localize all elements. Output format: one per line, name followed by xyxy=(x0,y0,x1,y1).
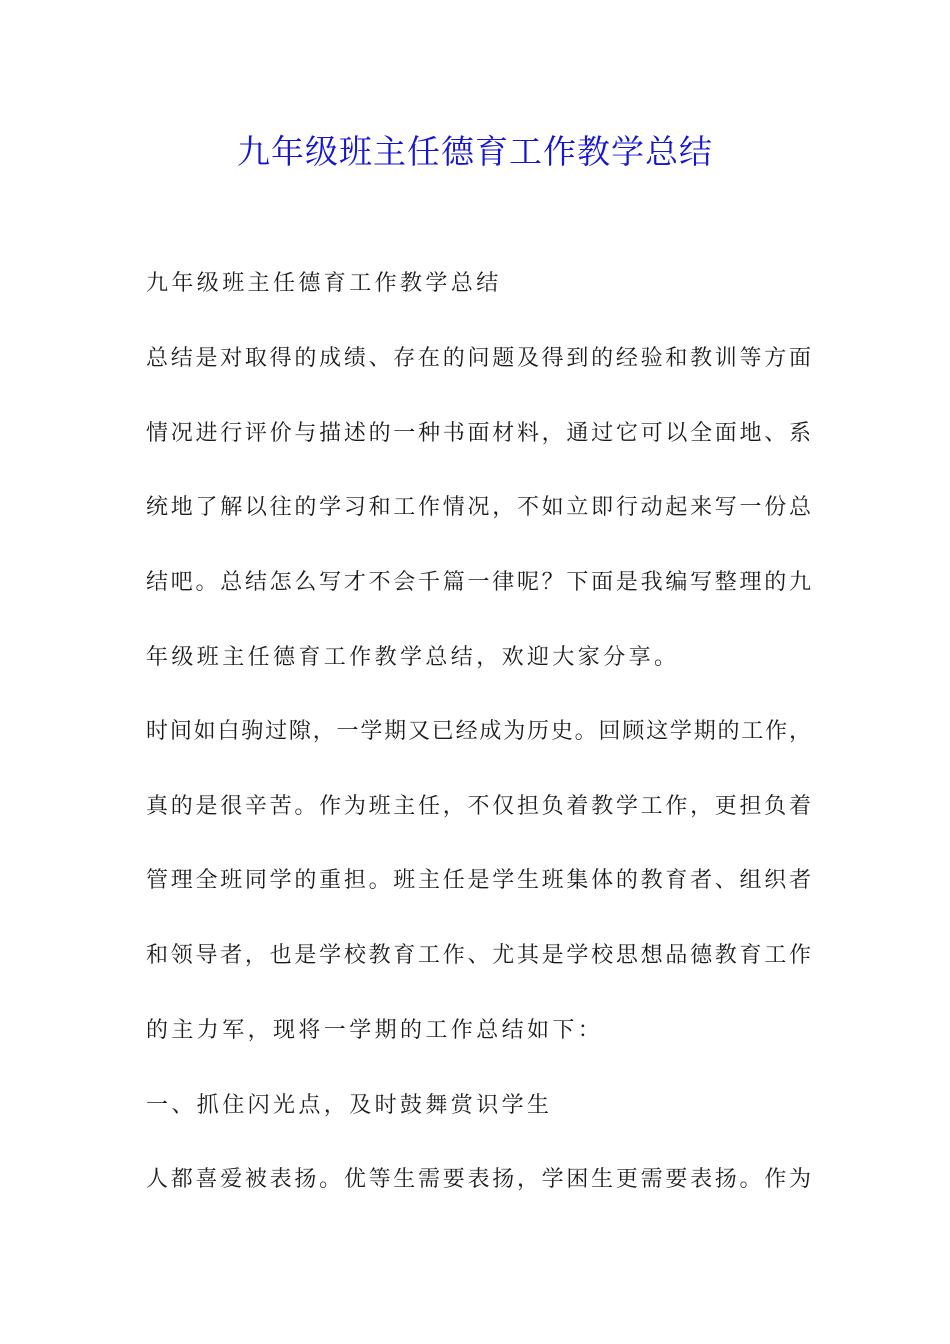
body-line: 结吧。总结怎么写才不会千篇一律呢？下面是我编写整理的九 xyxy=(146,570,811,595)
body-line: 时间如白驹过隙，一学期又已经成为历史。回顾这学期的工作， xyxy=(146,719,811,744)
body-line: 人都喜爱被表扬。优等生需要表扬，学困生更需要表扬。作为 xyxy=(146,1167,811,1192)
body-line: 和领导者，也是学校教育工作、尤其是学校思想品德教育工作 xyxy=(146,943,811,968)
body-line: 总结是对取得的成绩、存在的问题及得到的经验和教训等方面 xyxy=(146,346,811,371)
body-line: 的主力军，现将一学期的工作总结如下： xyxy=(146,1018,604,1043)
document-title: 九年级班主任德育工作教学总结 xyxy=(237,132,713,171)
body-line-subtitle: 九年级班主任德育工作教学总结 xyxy=(146,271,502,296)
section-heading: 一、抓住闪光点，及时鼓舞赏识学生 xyxy=(146,1093,553,1118)
body-line: 年级班主任德育工作教学总结，欢迎大家分享。 xyxy=(146,645,680,670)
body-line: 管理全班同学的重担。班主任是学生班集体的教育者、组织者 xyxy=(146,868,811,893)
body-line: 情况进行评价与描述的一种书面材料，通过它可以全面地、系 xyxy=(146,421,811,446)
body-line: 真的是很辛苦。作为班主任，不仅担负着教学工作，更担负着 xyxy=(146,794,811,819)
body-line: 统地了解以往的学习和工作情况，不如立即行动起来写一份总 xyxy=(146,495,811,520)
